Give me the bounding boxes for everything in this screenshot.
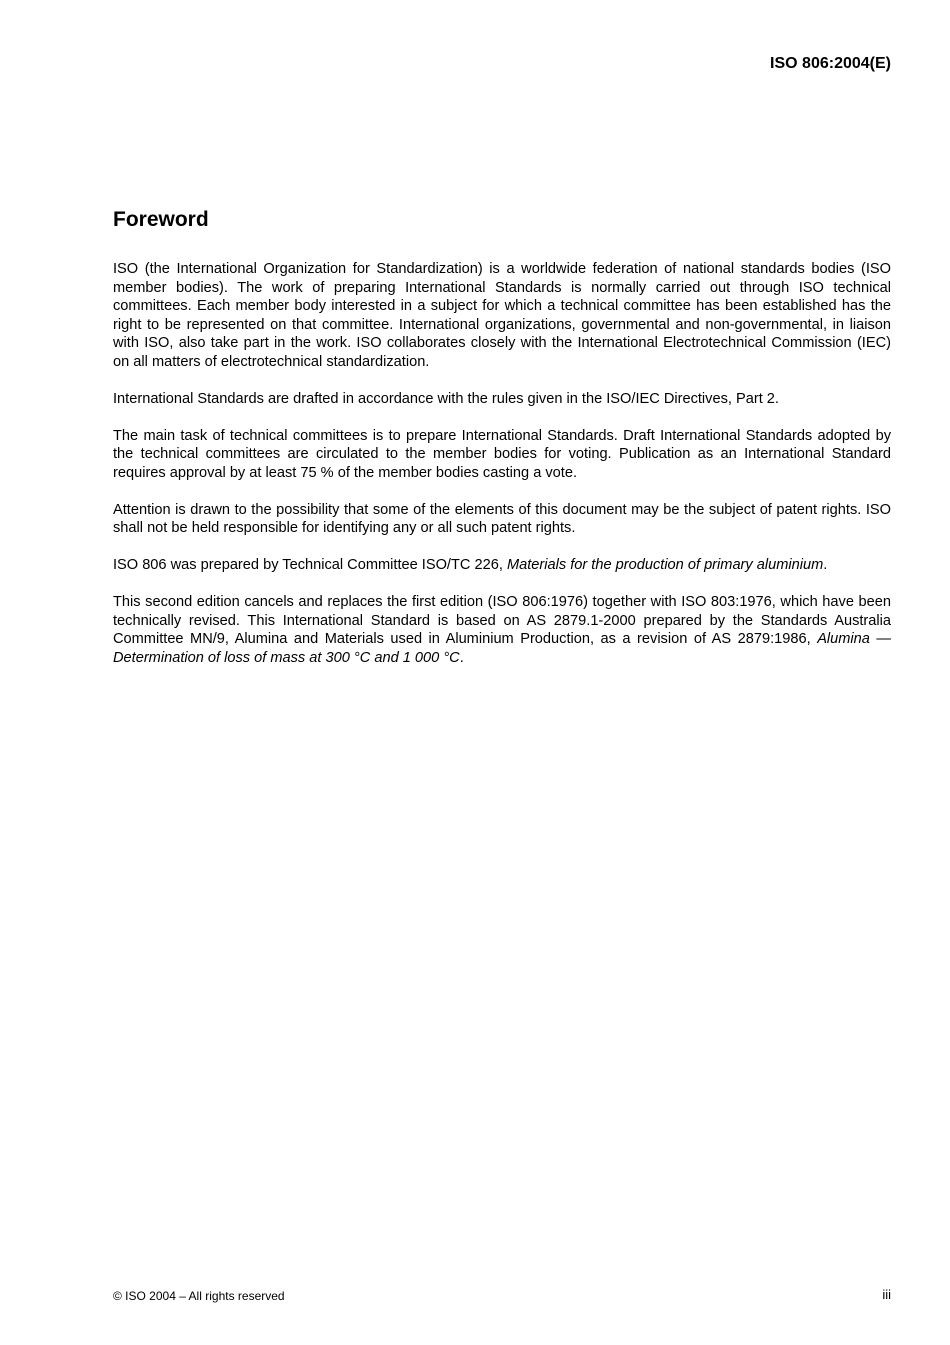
paragraph-text: This second edition cancels and replaces the first edition (ISO 806:1976) together with ISO 803:1976, which have been technically revised. This International Standard is based on AS 2879.1-2000 prepared by the Standards Australia Committee MN/9, Alumina and Materials used in Aluminium Production, as a revision of AS 2879:1986, bbox=[113, 594, 891, 647]
footer-copyright: © ISO 2004 – All rights reserved bbox=[113, 1289, 285, 1303]
paragraph-iso-intro: ISO (the International Organization for Standardization) is a worldwide federation of national standards bodies (ISO member bodies). The work of preparing International Standards is normally carried out through ISO technical committees. Each member body interested in a subject for which a technical committee has been established has the right to be represented on that committee. International organizations, governmental and non-governmental, in liaison with ISO, also take part in the work. ISO collaborates closely with the International Electrotechnical Commission (IEC) on all matters of electrotechnical standardization. bbox=[113, 261, 891, 370]
paragraph-tail: . bbox=[459, 649, 464, 666]
paragraph-committees-task: The main task of technical committees is to prepare International Standards. Draft International Standards adopted by the technical committees are circulated to the member bodies for voting. Publication as an International Standard requires approval by at least 75 % of the member bodies casting a vote. bbox=[113, 427, 891, 481]
paragraph-edition bbox=[113, 593, 891, 667]
paragraph-prepared-by bbox=[113, 556, 891, 575]
paragraph-directives: International Standards are drafted in accordance with the rules given in the ISO/IEC Directives, Part 2. bbox=[113, 390, 779, 407]
paragraph-tail: . bbox=[823, 557, 828, 573]
paragraph-patent-rights: Attention is drawn to the possibility that some of the elements of this document may be the subject of patent rights. ISO shall not be held responsible for identifying any or all such patent rights. bbox=[113, 501, 891, 536]
foreword-body bbox=[113, 260, 891, 686]
committee-title: Materials for the production of primary aluminium bbox=[506, 557, 824, 573]
paragraph-text: ISO 806 was prepared by Technical Committee ISO/TC 226, bbox=[113, 557, 507, 573]
standard-title: Alumina — Determination of loss of mass at 300 °C and 1 000 °C bbox=[113, 631, 891, 666]
document-id-header: ISO 806:2004(E) bbox=[770, 55, 891, 72]
page-number: iii bbox=[882, 1287, 891, 1302]
section-title: Foreword bbox=[113, 208, 209, 231]
